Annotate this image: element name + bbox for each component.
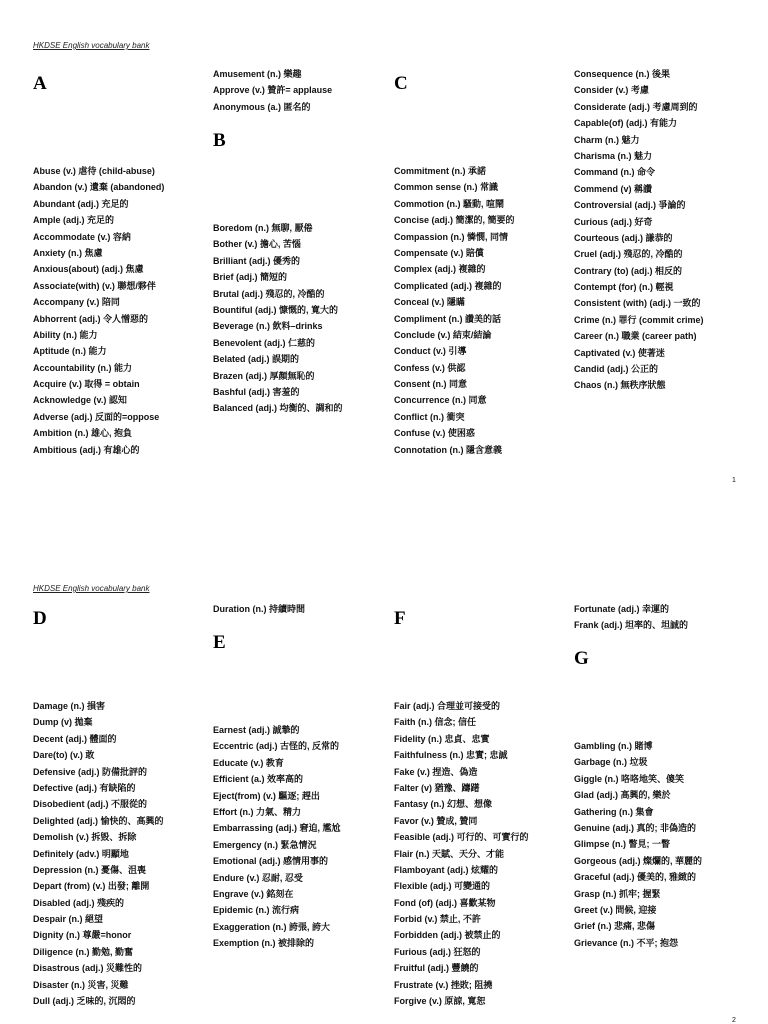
list-item: Confess (v.) 供認 bbox=[394, 362, 466, 373]
page-header: HKDSE English vocabulary bank bbox=[33, 584, 150, 593]
list-item: Fantasy (n.) 幻想、想像 bbox=[394, 799, 493, 810]
list-item: Acknowledge (v.) 認知 bbox=[33, 395, 127, 406]
list-item: Accountability (n.) 能力 bbox=[33, 362, 133, 373]
list-item: Ambition (n.) 雄心, 抱負 bbox=[33, 428, 132, 439]
list-item: Emotional (adj.) 感情用事的 bbox=[213, 856, 329, 867]
list-item: Consequence (n.) 後果 bbox=[574, 69, 671, 79]
word-list-e bbox=[213, 722, 341, 951]
list-item: Definitely (adv.) 明顯地 bbox=[33, 848, 129, 859]
section-letter-c: C bbox=[394, 73, 408, 94]
list-item: Abhorrent (adj.) 令人憎惡的 bbox=[33, 313, 148, 324]
list-item: Depression (n.) 憂傷、沮喪 bbox=[33, 864, 147, 875]
list-item: Fair (adj.) 合理並可接受的 bbox=[394, 701, 501, 711]
list-item: Flair (n.) 天賦、天分、才能 bbox=[394, 848, 504, 859]
list-item: Falter (v) 猶豫、躊躇 bbox=[394, 782, 480, 793]
list-item: Duration (n.) 持續時間 bbox=[213, 604, 305, 614]
list-item: Brilliant (adj.) 優秀的 bbox=[213, 255, 301, 266]
list-item: Boredom (n.) 無聊, 厭倦 bbox=[213, 223, 313, 233]
list-item: Anxious(about) (adj.) 焦慮 bbox=[33, 264, 144, 275]
list-item: Fruitful (adj.) 豐饒的 bbox=[394, 963, 479, 974]
list-item: Conceal (v.) 隱瞞 bbox=[394, 297, 465, 308]
word-list-c-continued bbox=[574, 66, 704, 394]
list-item: Associate(with) (v.) 聯想/夥伴 bbox=[33, 280, 156, 291]
list-item: Abandon (v.) 遺棄 (abandoned) bbox=[33, 182, 165, 193]
list-item: Fake (v.) 捏造、偽造 bbox=[394, 766, 478, 777]
list-item: Acquire (v.) 取得 = obtain bbox=[33, 379, 140, 390]
list-item: Grievance (n.) 不平; 抱怨 bbox=[574, 937, 679, 948]
list-item: Graceful (adj.) 優美的, 雅緻的 bbox=[574, 872, 697, 883]
list-item: Dare(to) (v.) 敢 bbox=[33, 750, 95, 761]
list-item: Beverage (n.) 飲料–drinks bbox=[213, 321, 323, 332]
list-item: Greet (v.) 問候, 迎接 bbox=[574, 904, 657, 915]
page-number: 2 bbox=[732, 1017, 736, 1024]
list-item: Ambitious (adj.) 有雄心的 bbox=[33, 444, 140, 455]
section-letter-e: E bbox=[213, 632, 226, 653]
word-list-f-continued bbox=[574, 601, 688, 634]
list-item: Crime (n.) 罪行 (commit crime) bbox=[574, 314, 704, 325]
list-item: Conflict (n.) 衝突 bbox=[394, 411, 465, 422]
list-item: Flamboyant (adj.) 炫耀的 bbox=[394, 864, 499, 875]
list-item: Concise (adj.) 簡潔的, 簡要的 bbox=[394, 215, 515, 226]
list-item: Giggle (n.) 咯咯地笑、傻笑 bbox=[574, 773, 684, 784]
page-number: 1 bbox=[732, 477, 736, 484]
list-item: Connotation (n.) 隱含意義 bbox=[394, 444, 502, 455]
list-item: Abuse (v.) 虐待 (child-abuse) bbox=[33, 166, 155, 176]
list-item: Anonymous (a.) 匿名的 bbox=[213, 101, 311, 112]
list-item: Educate (v.) 教育 bbox=[213, 757, 284, 768]
list-item: Exaggeration (n.) 誇張, 誇大 bbox=[213, 921, 331, 932]
list-item: Effort (n.) 力氣、精力 bbox=[213, 806, 301, 817]
list-item: Garbage (n.) 垃圾 bbox=[574, 757, 648, 768]
list-item: Endure (v.) 忍耐, 忍受 bbox=[213, 872, 303, 883]
list-item: Capable(of) (adj.) 有能力 bbox=[574, 118, 677, 129]
list-item: Dignity (n.) 尊嚴=honor bbox=[33, 930, 132, 941]
list-item: Amusement (n.) 樂趣 bbox=[213, 69, 302, 79]
list-item: Accommodate (v.) 容納 bbox=[33, 231, 131, 242]
word-list-b bbox=[213, 220, 343, 417]
section-letter-b: B bbox=[213, 130, 226, 151]
list-item: Benevolent (adj.) 仁慈的 bbox=[213, 337, 316, 348]
section-letter-d: D bbox=[33, 608, 47, 629]
list-item: Commitment (n.) 承諾 bbox=[394, 166, 486, 176]
list-item: Disaster (n.) 災害, 災難 bbox=[33, 979, 129, 990]
document-page-2 bbox=[0, 512, 768, 1024]
list-item: Cruel (adj.) 殘忍的, 冷酷的 bbox=[574, 249, 683, 260]
list-item: Embarrassing (adj.) 窘迫, 尷尬 bbox=[213, 823, 341, 834]
list-item: Fond (of) (adj.) 喜歡某物 bbox=[394, 897, 496, 908]
list-item: Diligence (n.) 勤勉, 勤奮 bbox=[33, 946, 134, 957]
list-item: Adverse (adj.) 反面的=oppose bbox=[33, 411, 160, 422]
list-item: Bountiful (adj.) 慷慨的, 寬大的 bbox=[213, 304, 338, 315]
list-item: Emergency (n.) 緊急情況 bbox=[213, 839, 317, 850]
list-item: Efficient (a.) 效率高的 bbox=[213, 774, 304, 785]
list-item: Curious (adj.) 好奇 bbox=[574, 216, 653, 227]
word-list-c bbox=[394, 163, 515, 458]
list-item: Earnest (adj.) 誠摯的 bbox=[213, 725, 300, 735]
list-item: Disastrous (adj.) 災難性的 bbox=[33, 963, 143, 974]
list-item: Eccentric (adj.) 古怪的, 反常的 bbox=[213, 741, 340, 752]
list-item: Eject(from) (v.) 驅逐; 趕出 bbox=[213, 790, 320, 801]
list-item: Decent (adj.) 體面的 bbox=[33, 733, 117, 744]
list-item: Abundant (adj.) 充足的 bbox=[33, 198, 129, 209]
list-item: Command (n.) 命令 bbox=[574, 167, 655, 178]
list-item: Considerate (adj.) 考慮周到的 bbox=[574, 101, 698, 112]
list-item: Career (n.) 職業 (career path) bbox=[574, 331, 697, 342]
list-item: Complicated (adj.) 複雜的 bbox=[394, 280, 502, 291]
list-item: Forgive (v.) 原諒, 寬恕 bbox=[394, 996, 486, 1007]
word-list-g bbox=[574, 738, 702, 951]
word-list-f bbox=[394, 698, 529, 1009]
list-item: Charm (n.) 魅力 bbox=[574, 134, 640, 145]
list-item: Contrary (to) (adj.) 相反的 bbox=[574, 265, 682, 276]
list-item: Belated (adj.) 誤期的 bbox=[213, 354, 300, 365]
list-item: Glimpse (n.) 瞥見; 一瞥 bbox=[574, 839, 671, 850]
list-item: Contempt (for) (n.) 輕視 bbox=[574, 282, 674, 293]
list-item: Confuse (v.) 使困惑 bbox=[394, 428, 475, 439]
list-item: Forbid (v.) 禁止, 不許 bbox=[394, 914, 481, 925]
list-item: Anxiety (n.) 焦慮 bbox=[33, 247, 103, 258]
list-item: Furious (adj.) 狂怒的 bbox=[394, 946, 481, 957]
list-item: Favor (v.) 贊成, 贊同 bbox=[394, 815, 478, 826]
word-list-a-continued bbox=[213, 66, 332, 115]
section-letter-a: A bbox=[33, 73, 47, 94]
list-item: Forbidden (adj.) 被禁止的 bbox=[394, 930, 501, 941]
list-item: Consistent (with) (adj.) 一致的 bbox=[574, 298, 701, 309]
list-item: Defective (adj.) 有缺陷的 bbox=[33, 782, 136, 793]
word-list-d bbox=[33, 698, 164, 1009]
list-item: Approve (v.) 贊許= applause bbox=[213, 85, 333, 96]
list-item: Brief (adj.) 簡短的 bbox=[213, 272, 288, 283]
list-item: Bashful (adj.) 害羞的 bbox=[213, 386, 300, 397]
list-item: Despair (n.) 絕望 bbox=[33, 914, 104, 925]
list-item: Gorgeous (adj.) 燦爛的, 華麗的 bbox=[574, 855, 703, 866]
list-item: Faithfulness (n.) 忠實; 忠誠 bbox=[394, 750, 508, 761]
list-item: Grasp (n.) 抓牢; 握緊 bbox=[574, 888, 661, 899]
list-item: Balanced (adj.) 均衡的、調和的 bbox=[213, 403, 343, 414]
list-item: Common sense (n.) 常識 bbox=[394, 182, 499, 193]
list-item: Gambling (n.) 賭博 bbox=[574, 741, 653, 751]
page-header: HKDSE English vocabulary bank bbox=[33, 41, 150, 50]
section-letter-f: F bbox=[394, 608, 406, 629]
list-item: Glad (adj.) 高興的, 樂於 bbox=[574, 790, 671, 801]
list-item: Epidemic (n.) 流行病 bbox=[213, 905, 300, 916]
word-list-d-continued bbox=[213, 601, 305, 617]
list-item: Gathering (n.) 集會 bbox=[574, 806, 654, 817]
list-item: Compassion (n.) 憐憫, 同情 bbox=[394, 231, 509, 242]
list-item: Disabled (adj.) 殘疾的 bbox=[33, 897, 125, 908]
list-item: Exemption (n.) 被排除的 bbox=[213, 938, 314, 949]
word-list-a bbox=[33, 163, 164, 458]
list-item: Dump (v) 拋棄 bbox=[33, 717, 93, 728]
list-item: Complex (adj.) 複雜的 bbox=[394, 264, 486, 275]
list-item: Compliment (n.) 讚美的話 bbox=[394, 313, 501, 324]
list-item: Brazen (adj.) 厚顏無恥的 bbox=[213, 370, 315, 381]
list-item: Commend (v) 稱讚 bbox=[574, 183, 653, 194]
list-item: Charisma (n.) 魅力 bbox=[574, 150, 653, 161]
list-item: Flexible (adj.) 可變通的 bbox=[394, 881, 491, 892]
list-item: Conduct (v.) 引導 bbox=[394, 346, 467, 357]
list-item: Concurrence (n.) 同意 bbox=[394, 395, 487, 406]
list-item: Ability (n.) 能力 bbox=[33, 329, 98, 340]
list-item: Consider (v.) 考慮 bbox=[574, 85, 649, 96]
list-item: Damage (n.) 損害 bbox=[33, 701, 106, 711]
list-item: Courteous (adj.) 謙恭的 bbox=[574, 232, 673, 243]
list-item: Aptitude (n.) 能力 bbox=[33, 346, 107, 357]
list-item: Disobedient (adj.) 不服從的 bbox=[33, 799, 148, 810]
list-item: Captivated (v.) 使著迷 bbox=[574, 347, 665, 358]
list-item: Dull (adj.) 乏味的, 沉悶的 bbox=[33, 996, 136, 1007]
list-item: Candid (adj.) 公正的 bbox=[574, 364, 658, 375]
list-item: Engrave (v.) 銘刻在 bbox=[213, 888, 294, 899]
list-item: Delighted (adj.) 愉快的、高興的 bbox=[33, 815, 164, 826]
list-item: Frustrate (v.) 挫敗; 阻撓 bbox=[394, 979, 493, 990]
list-item: Genuine (adj.) 真的; 非偽造的 bbox=[574, 822, 697, 833]
list-item: Fortunate (adj.) 幸運的 bbox=[574, 604, 669, 614]
list-item: Consent (n.) 同意 bbox=[394, 379, 467, 390]
list-item: Defensive (adj.) 防備批評的 bbox=[33, 766, 148, 777]
list-item: Depart (from) (v.) 出發; 離開 bbox=[33, 881, 150, 892]
section-letter-g: G bbox=[574, 648, 589, 669]
list-item: Commotion (n.) 騷動, 喧鬧 bbox=[394, 198, 504, 209]
list-item: Bother (v.) 擔心, 苦惱 bbox=[213, 239, 301, 250]
list-item: Chaos (n.) 無秩序狀態 bbox=[574, 380, 666, 391]
list-item: Controversial (adj.) 爭論的 bbox=[574, 200, 686, 211]
list-item: Brutal (adj.) 殘忍的, 冷酷的 bbox=[213, 288, 325, 299]
list-item: Ample (adj.) 充足的 bbox=[33, 215, 115, 226]
list-item: Compensate (v.) 賠償 bbox=[394, 247, 484, 258]
list-item: Accompany (v.) 陪同 bbox=[33, 297, 120, 308]
list-item: Faith (n.) 信念; 信任 bbox=[394, 717, 476, 728]
list-item: Demolish (v.) 拆毀、拆除 bbox=[33, 832, 137, 843]
list-item: Frank (adj.) 坦率的、坦誠的 bbox=[574, 620, 689, 631]
list-item: Conclude (v.) 結束/結論 bbox=[394, 329, 492, 340]
list-item: Grief (n.) 悲痛, 悲傷 bbox=[574, 921, 656, 932]
list-item: Feasible (adj.) 可行的、可實行的 bbox=[394, 832, 529, 843]
list-item: Fidelity (n.) 忠貞、忠實 bbox=[394, 733, 490, 744]
